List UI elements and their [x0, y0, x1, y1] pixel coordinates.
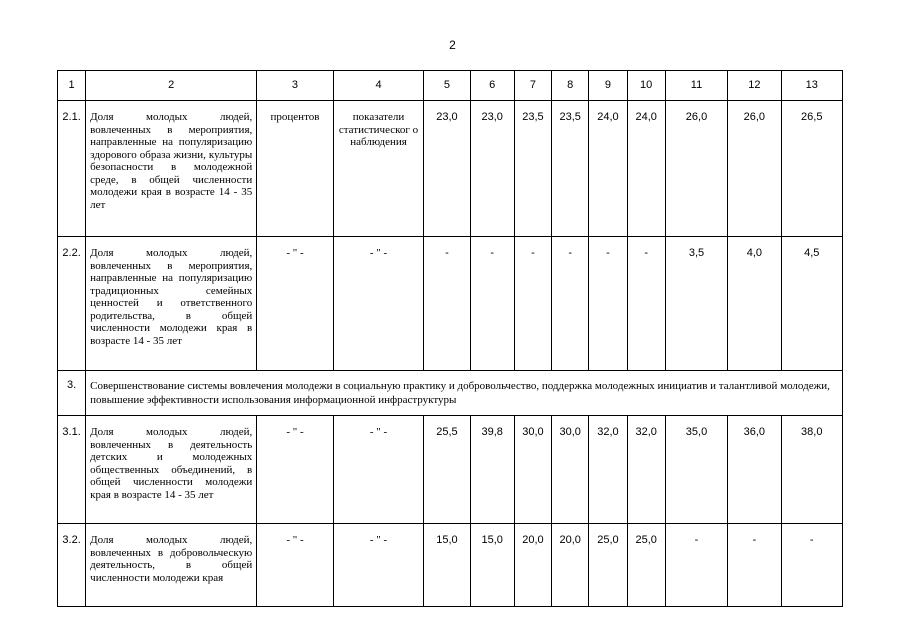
value-cell: -: [470, 237, 514, 371]
value-cell: 26,0: [665, 101, 727, 237]
value-cell: 23,5: [514, 101, 551, 237]
indicator-name: Доля молодых людей, вовлеченных в деятельность детских и молодежных общественных объединений, в общей численности молодежи края в возрасте 14 - 35 лет: [86, 416, 257, 524]
value-cell: 32,0: [589, 416, 627, 524]
column-header: 7: [514, 71, 551, 101]
source-cell: - " -: [333, 416, 424, 524]
value-cell: 23,5: [552, 101, 589, 237]
table-row: [58, 101, 843, 237]
column-header: 12: [728, 71, 781, 101]
table-header-row: [58, 71, 843, 101]
column-header: 3: [257, 71, 333, 101]
value-cell: 26,5: [781, 101, 842, 237]
column-header: 8: [552, 71, 589, 101]
column-header: 6: [470, 71, 514, 101]
row-number: 2.2.: [58, 237, 86, 371]
value-cell: -: [665, 524, 727, 607]
value-cell: 35,0: [665, 416, 727, 524]
value-cell: 38,0: [781, 416, 842, 524]
value-cell: 15,0: [424, 524, 470, 607]
value-cell: 3,5: [665, 237, 727, 371]
value-cell: 20,0: [552, 524, 589, 607]
value-cell: 25,0: [627, 524, 665, 607]
column-header: 13: [781, 71, 842, 101]
value-cell: 24,0: [589, 101, 627, 237]
value-cell: 25,5: [424, 416, 470, 524]
value-cell: -: [781, 524, 842, 607]
value-cell: 23,0: [470, 101, 514, 237]
value-cell: 24,0: [627, 101, 665, 237]
column-header: 4: [333, 71, 424, 101]
table-row: [58, 524, 843, 607]
value-cell: -: [728, 524, 781, 607]
value-cell: -: [424, 237, 470, 371]
page-number: 2: [449, 38, 456, 52]
value-cell: 30,0: [552, 416, 589, 524]
row-number: 3.1.: [58, 416, 86, 524]
indicator-name: Доля молодых людей, вовлеченных в мероприятия, направленные на популяризацию традиционных семейных ценностей и ответственного родительства, в общей численности молодежи края в возрасте 14 - 35 лет: [86, 237, 257, 371]
value-cell: 30,0: [514, 416, 551, 524]
unit-cell: процентов: [257, 101, 333, 237]
value-cell: 20,0: [514, 524, 551, 607]
column-header: 5: [424, 71, 470, 101]
value-cell: 36,0: [728, 416, 781, 524]
row-number: 3.2.: [58, 524, 86, 607]
indicators-table: [57, 70, 843, 607]
column-header: 10: [627, 71, 665, 101]
value-cell: 15,0: [470, 524, 514, 607]
section-title: Совершенствование системы вовлечения молодежи в социальную практику и добровольчество, поддержка молодежных инициатив и талантливой молодежи, повышение эффективности использования информационной инфраструктуры: [86, 371, 843, 416]
value-cell: 4,0: [728, 237, 781, 371]
unit-cell: - " -: [257, 416, 333, 524]
value-cell: 39,8: [470, 416, 514, 524]
unit-cell: - " -: [257, 237, 333, 371]
value-cell: -: [514, 237, 551, 371]
unit-cell: - " -: [257, 524, 333, 607]
value-cell: 23,0: [424, 101, 470, 237]
column-header: 2: [86, 71, 257, 101]
value-cell: 26,0: [728, 101, 781, 237]
indicator-name: Доля молодых людей, вовлеченных в мероприятия, направленные на популяризацию здорового образа жизни, культуры безопасности в молодежной среде, в общей численности молодежи края в возрасте 14 - 35 лет: [86, 101, 257, 237]
column-header: 1: [58, 71, 86, 101]
row-number: 2.1.: [58, 101, 86, 237]
value-cell: -: [552, 237, 589, 371]
column-header: 9: [589, 71, 627, 101]
table-row: [58, 237, 843, 371]
section-row: [58, 371, 843, 416]
value-cell: 4,5: [781, 237, 842, 371]
row-number: 3.: [58, 371, 86, 416]
source-cell: - " -: [333, 524, 424, 607]
value-cell: -: [589, 237, 627, 371]
source-cell: показатели статистическог о наблюдения: [333, 101, 424, 237]
value-cell: -: [627, 237, 665, 371]
source-cell: - " -: [333, 237, 424, 371]
indicator-name: Доля молодых людей, вовлеченных в добровольческую деятельность, в общей численности молодежи края: [86, 524, 257, 607]
value-cell: 25,0: [589, 524, 627, 607]
value-cell: 32,0: [627, 416, 665, 524]
column-header: 11: [665, 71, 727, 101]
table-row: [58, 416, 843, 524]
